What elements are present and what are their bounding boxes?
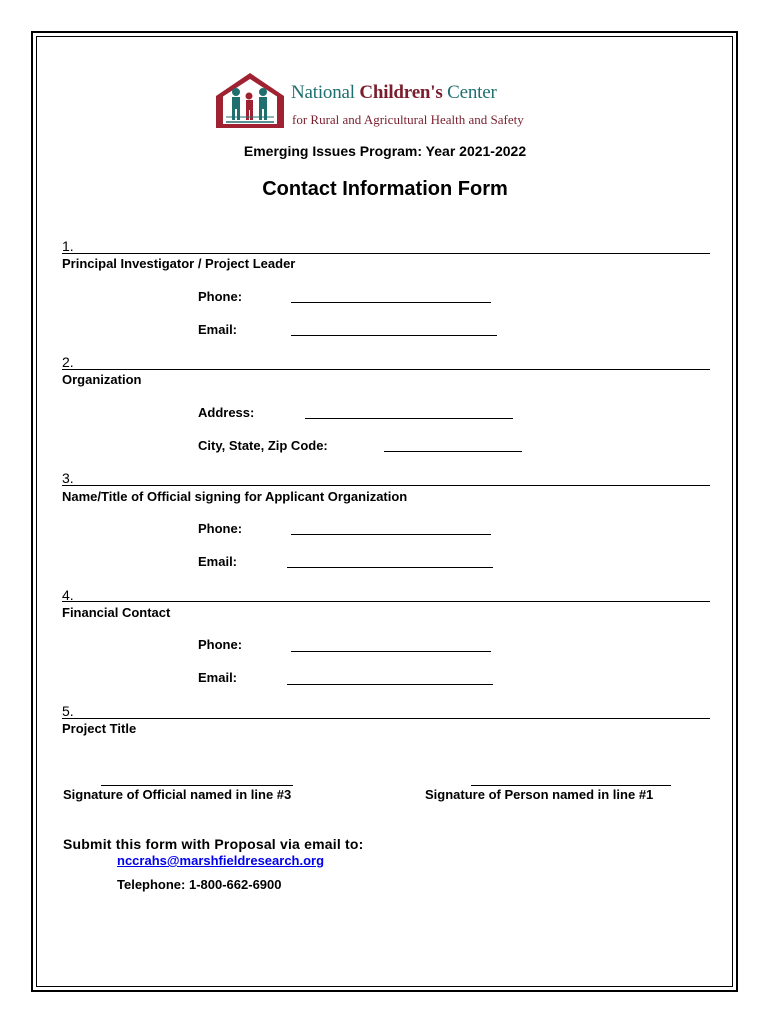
section-number: 2. xyxy=(62,354,74,370)
email-label: Email: xyxy=(198,670,238,685)
phone-field[interactable] xyxy=(291,651,491,652)
barn-family-icon xyxy=(212,70,290,132)
signature-line-person[interactable] xyxy=(471,785,671,786)
email-field[interactable] xyxy=(291,335,497,336)
submit-instruction: Submit this form with Proposal via email to: xyxy=(63,836,364,852)
city-state-zip-label: City, State, Zip Code: xyxy=(198,438,328,453)
signature-label-person: Signature of Person named in line #1 xyxy=(425,787,654,802)
form-title: Contact Information Form xyxy=(262,178,508,200)
section-rule xyxy=(62,485,710,486)
submit-telephone: Telephone: 1-800-662-6900 xyxy=(117,877,282,892)
phone-label: Phone: xyxy=(198,637,243,652)
section-number: 5. xyxy=(62,703,74,719)
section-label: Financial Contact xyxy=(62,605,171,620)
program-heading: Emerging Issues Program: Year 2021-2022 xyxy=(243,143,527,159)
section-rule xyxy=(62,369,710,370)
email-field[interactable] xyxy=(287,567,493,568)
email-label: Email: xyxy=(198,554,238,569)
email-label: Email: xyxy=(198,322,238,337)
phone-field[interactable] xyxy=(291,302,491,303)
logo-org-name: National Children's Center xyxy=(291,82,497,103)
logo-org-subtitle: for Rural and Agricultural Health and Safety xyxy=(292,112,524,127)
signature-line-official[interactable] xyxy=(101,785,293,786)
signature-label-official: Signature of Official named in line #3 xyxy=(63,787,292,802)
section-number: 1. xyxy=(62,238,74,254)
city-state-zip-field[interactable] xyxy=(384,451,522,452)
section-rule xyxy=(62,601,710,602)
address-field[interactable] xyxy=(305,418,513,419)
section-number: 3. xyxy=(62,470,74,486)
section-rule xyxy=(62,253,710,254)
section-label: Name/Title of Official signing for Applicant Organization xyxy=(62,489,408,504)
phone-label: Phone: xyxy=(198,289,243,304)
phone-field[interactable] xyxy=(291,534,491,535)
logo xyxy=(212,70,532,132)
section-number: 4. xyxy=(62,587,74,603)
section-label: Principal Investigator / Project Leader xyxy=(62,256,296,271)
address-label: Address: xyxy=(198,405,255,420)
phone-label: Phone: xyxy=(198,521,243,536)
submit-email-link[interactable]: nccrahs@marshfieldresearch.org xyxy=(117,853,325,868)
section-label: Project Title xyxy=(62,721,137,736)
section-label: Organization xyxy=(62,372,142,387)
email-field[interactable] xyxy=(287,684,493,685)
section-rule xyxy=(62,718,710,719)
